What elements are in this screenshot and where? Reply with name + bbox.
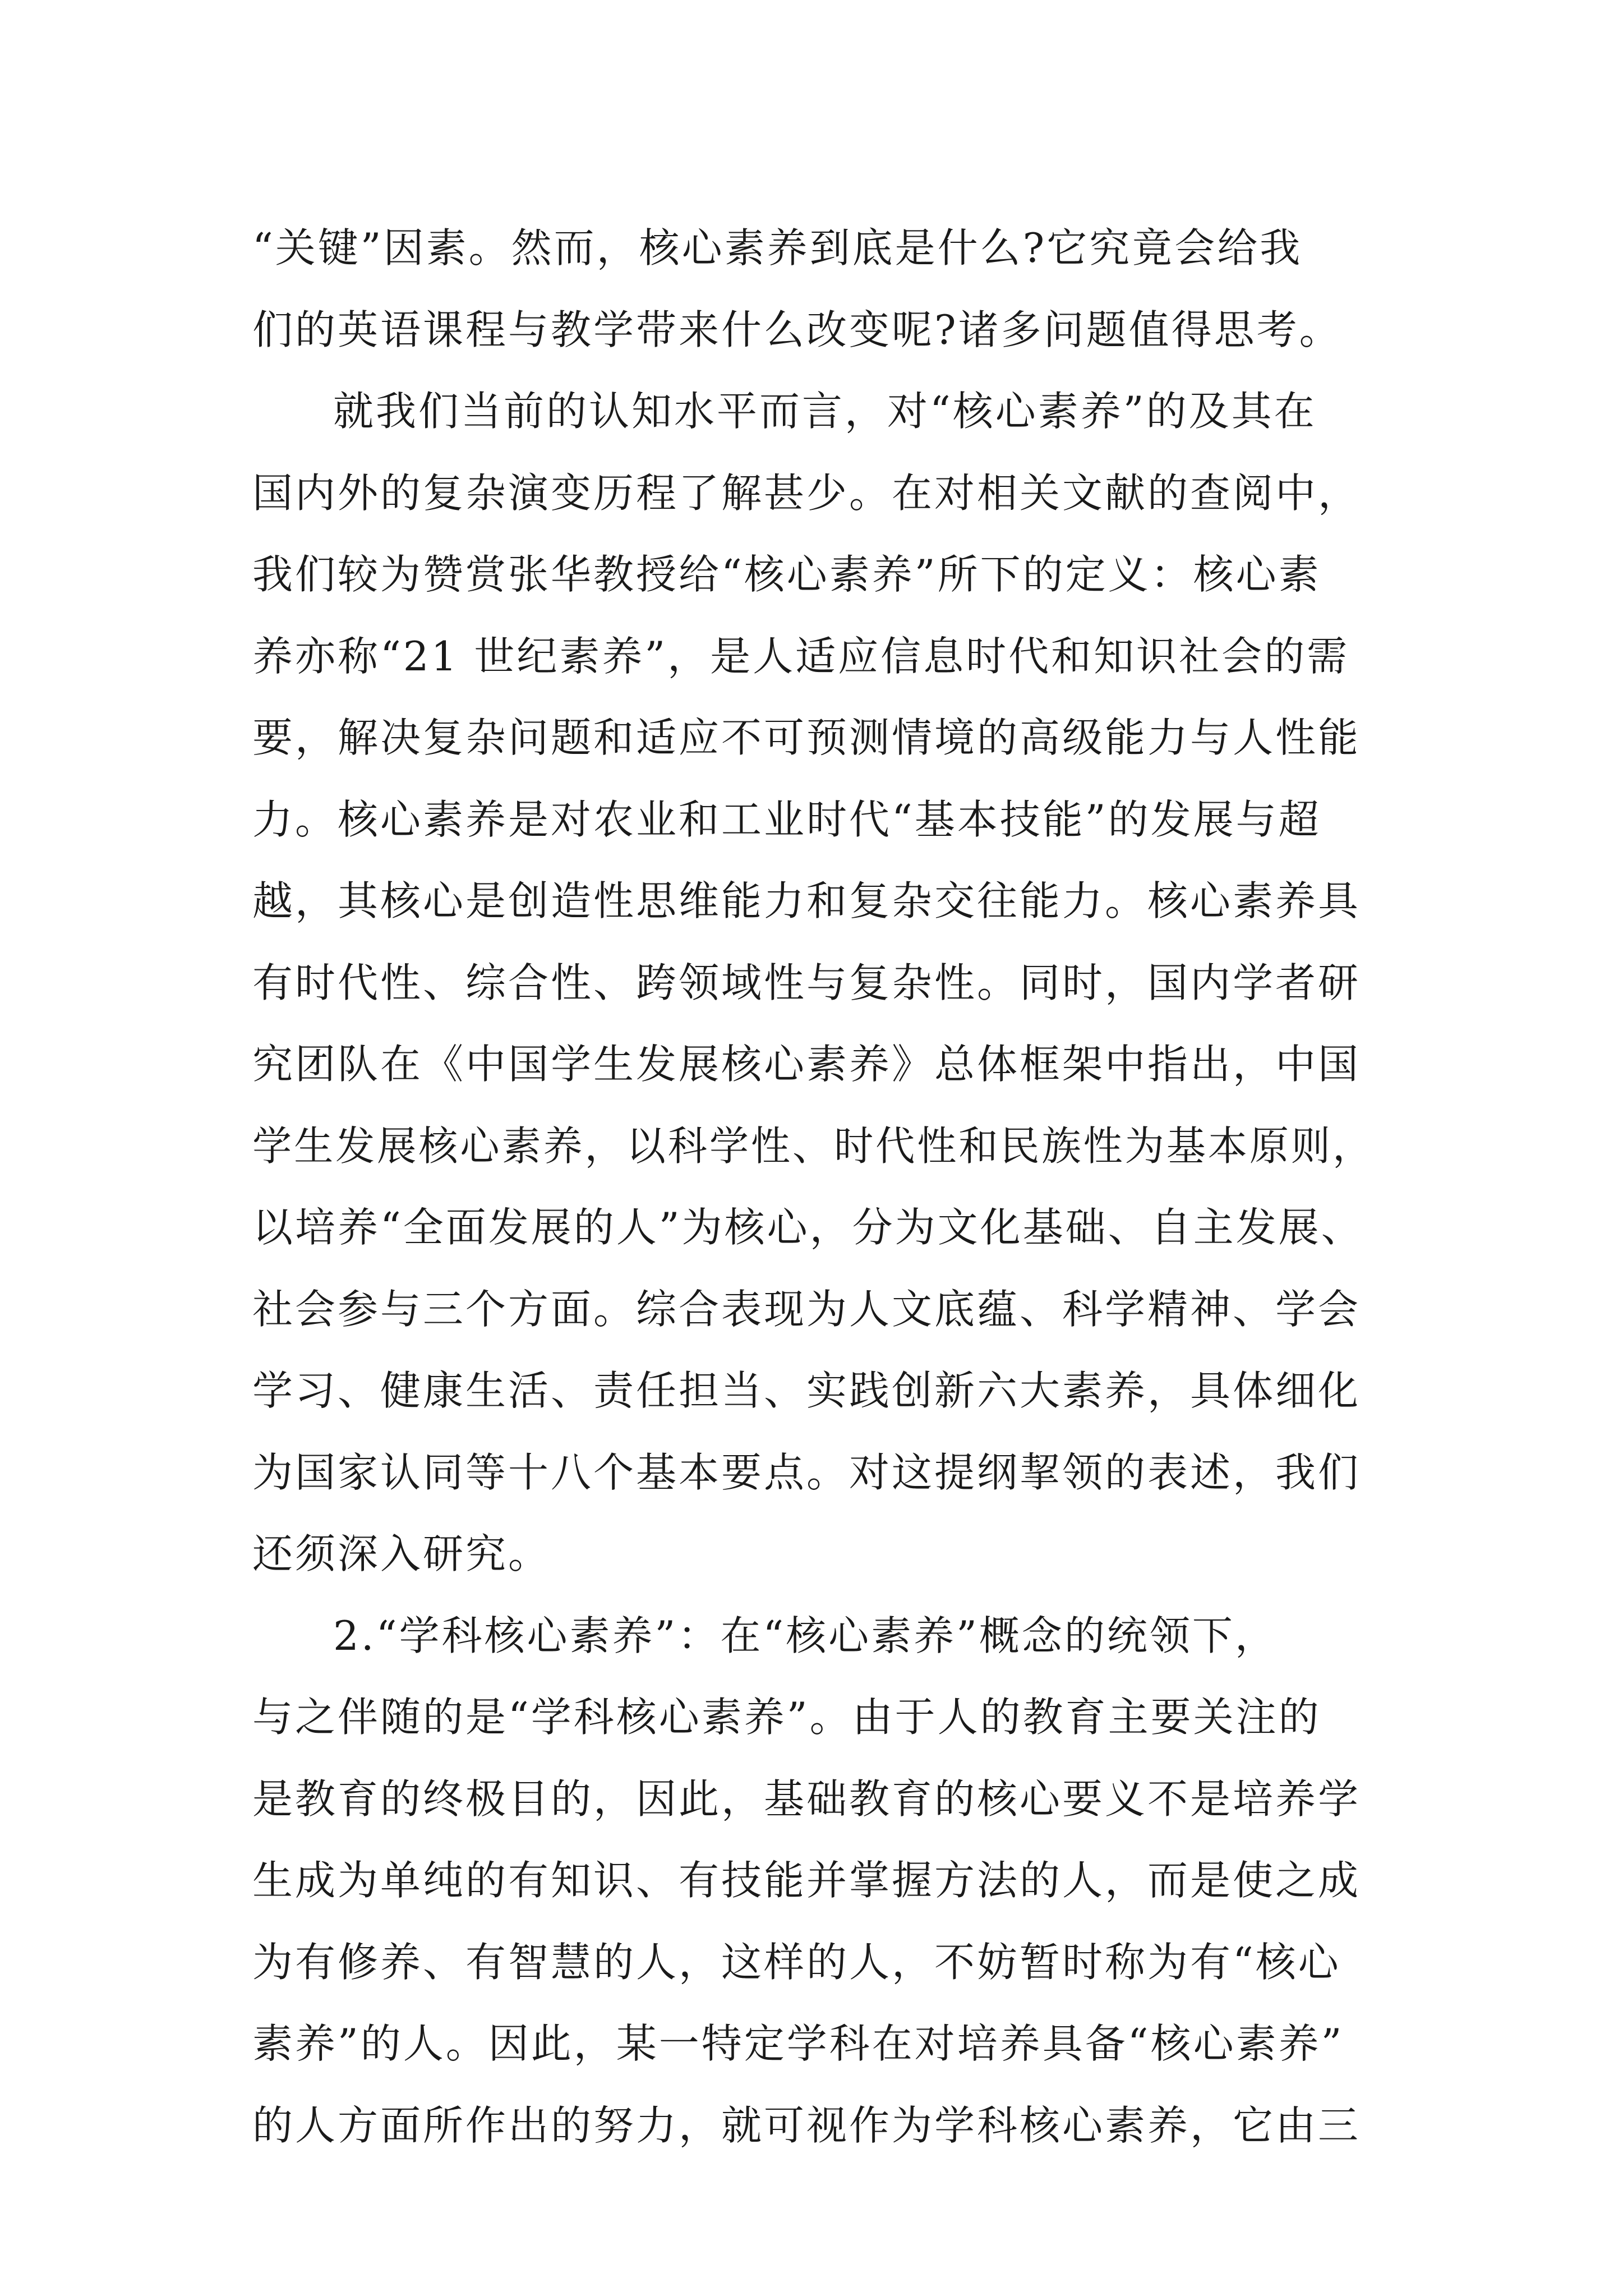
text-line: 生成为单纯的有知识、有技能并掌握方法的人，而是使之成	[252, 1857, 1361, 1904]
text-line: 究团队在《中国学生发展核心素养》总体框架中指出，中国	[252, 1041, 1361, 1088]
text-line: 力。核心素养是对农业和工业时代“基本技能”的发展与超	[252, 795, 1321, 843]
text-line: 还须深入研究。	[252, 1530, 551, 1577]
text-line: 为国家认同等十八个基本要点。对这提纲挈领的表述，我们	[252, 1448, 1361, 1496]
text-line: 为有修养、有智慧的人，这样的人，不妨暂时称为有“核心	[252, 1938, 1341, 1986]
text-line: 越，其核心是创造性思维能力和复杂交往能力。核心素养具	[252, 877, 1361, 924]
text-line: 我们较为赞赏张华教授给“核心素养”所下的定义：核心素	[252, 551, 1321, 598]
text-line: 素养”的人。因此，某一特定学科在对培养具备“核心素养”	[252, 2020, 1344, 2067]
text-line: 社会参与三个方面。综合表现为人文底蕴、科学精神、学会	[252, 1285, 1361, 1333]
text-line: 要，解决复杂问题和适应不可预测情境的高级能力与人性能	[252, 714, 1361, 761]
text-line: 养亦称“21 世纪素养”，是人适应信息时代和知识社会的需	[252, 632, 1350, 680]
text-line: 以培养“全面发展的人”为核心，分为文化基础、自主发展、	[252, 1204, 1364, 1251]
text-line: 学生发展核心素养，以科学性、时代性和民族性为基本原则，	[252, 1122, 1375, 1170]
text-line: 就我们当前的认知水平而言，对“核心素养”的及其在	[333, 388, 1317, 435]
text-line: “关键”因素。然而，核心素养到底是什么?它究竟会给我	[252, 224, 1303, 272]
text-line: 的人方面所作出的努力，就可视作为学科核心素养，它由三	[252, 2101, 1361, 2149]
text-line: 与之伴随的是“学科核心素养”。由于人的教育主要关注的	[252, 1694, 1321, 1741]
text-line: 是教育的终极目的，因此，基础教育的核心要义不是培养学	[252, 1775, 1361, 1823]
text-line: 2.“学科核心素养”：在“核心素养”概念的统领下，	[333, 1612, 1278, 1659]
text-line: 国内外的复杂演变历程了解甚少。在对相关文献的查阅中，	[252, 469, 1361, 517]
document-body	[252, 208, 1374, 2166]
text-line: 有时代性、综合性、跨领域性与复杂性。同时，国内学者研	[252, 959, 1361, 1006]
text-line: 们的英语课程与教学带来什么改变呢?诸多问题值得思考。	[252, 306, 1342, 353]
text-line: 学习、健康生活、责任担当、实践创新六大素养，具体细化	[252, 1367, 1361, 1414]
